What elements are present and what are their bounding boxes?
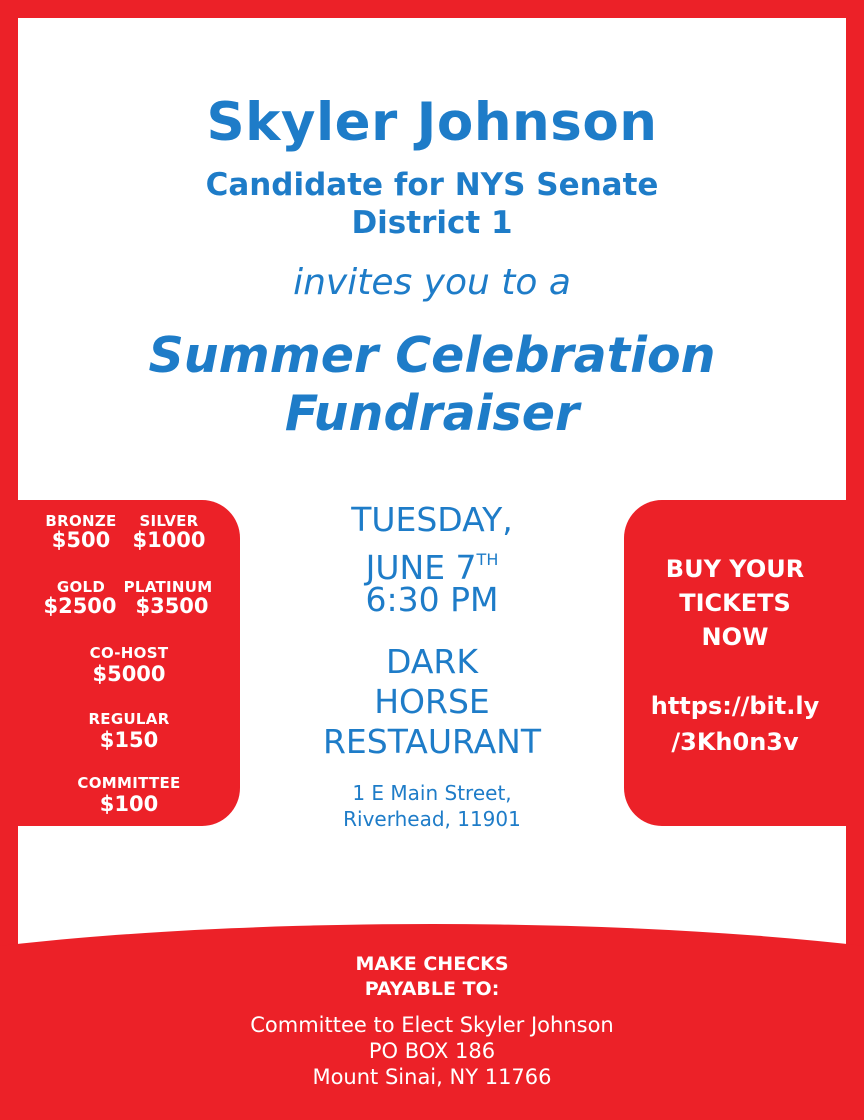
- address-line-1: 1 E Main Street,: [352, 781, 512, 805]
- venue-line-2: HORSE: [374, 682, 490, 721]
- tier-label-cohost: CO-HOST: [89, 644, 169, 662]
- invites-text: invites you to a: [293, 262, 571, 303]
- event-title-line-1: Summer Celebration: [148, 327, 716, 384]
- tier-price-committee: $100: [99, 792, 159, 816]
- office-line-1: Candidate for NYS Senate: [205, 167, 659, 203]
- payee-line-1: Committee to Elect Skyler Johnson: [250, 1013, 614, 1037]
- checks-heading: [0, 952, 864, 1002]
- tier-price-regular: $150: [99, 728, 159, 752]
- office-line-2: District 1: [351, 205, 513, 241]
- tier-price-bronze: $500: [51, 528, 111, 552]
- event-date-suffix: TH: [476, 550, 499, 569]
- event-day: TUESDAY,: [351, 500, 513, 539]
- venue-line-1: DARK: [386, 642, 478, 681]
- tier-label-silver: SILVER: [139, 512, 199, 530]
- checks-heading-line-1: MAKE CHECKS: [355, 953, 509, 975]
- buy-tickets-line-3: NOW: [701, 623, 769, 651]
- tier-label-bronze: BRONZE: [45, 512, 117, 530]
- checks-heading-line-2: PAYABLE TO:: [364, 978, 500, 1000]
- event-date-text: JUNE 7: [365, 548, 477, 587]
- tier-label-regular: REGULAR: [88, 710, 170, 728]
- tier-label-gold: GOLD: [56, 578, 106, 596]
- payee-line-2: PO BOX 186: [368, 1039, 496, 1063]
- tickets-panel: [624, 500, 846, 826]
- ticket-url-line-2[interactable]: /3Kh0n3v: [671, 728, 799, 756]
- tier-price-gold: $2500: [43, 594, 117, 618]
- ticket-url-line-1[interactable]: https://bit.ly: [650, 692, 820, 720]
- tier-price-silver: $1000: [132, 528, 206, 552]
- payee-address: [0, 1012, 864, 1090]
- event-title-line-2: Fundraiser: [284, 385, 580, 442]
- buy-tickets-line-2: TICKETS: [679, 589, 791, 617]
- candidate-name: Skyler Johnson: [206, 92, 658, 153]
- tier-label-platinum: PLATINUM: [123, 578, 213, 596]
- venue-line-3: RESTAURANT: [322, 722, 542, 761]
- tier-price-cohost: $5000: [92, 662, 166, 686]
- event-time: 6:30 PM: [365, 580, 499, 619]
- buy-tickets-line-1: BUY YOUR: [665, 555, 805, 583]
- sponsorship-tiers-panel: [18, 500, 240, 826]
- tier-price-platinum: $3500: [135, 594, 209, 618]
- payee-line-3: Mount Sinai, NY 11766: [312, 1065, 552, 1089]
- tier-label-committee: COMMITTEE: [77, 774, 181, 792]
- address-line-2: Riverhead, 11901: [343, 807, 521, 831]
